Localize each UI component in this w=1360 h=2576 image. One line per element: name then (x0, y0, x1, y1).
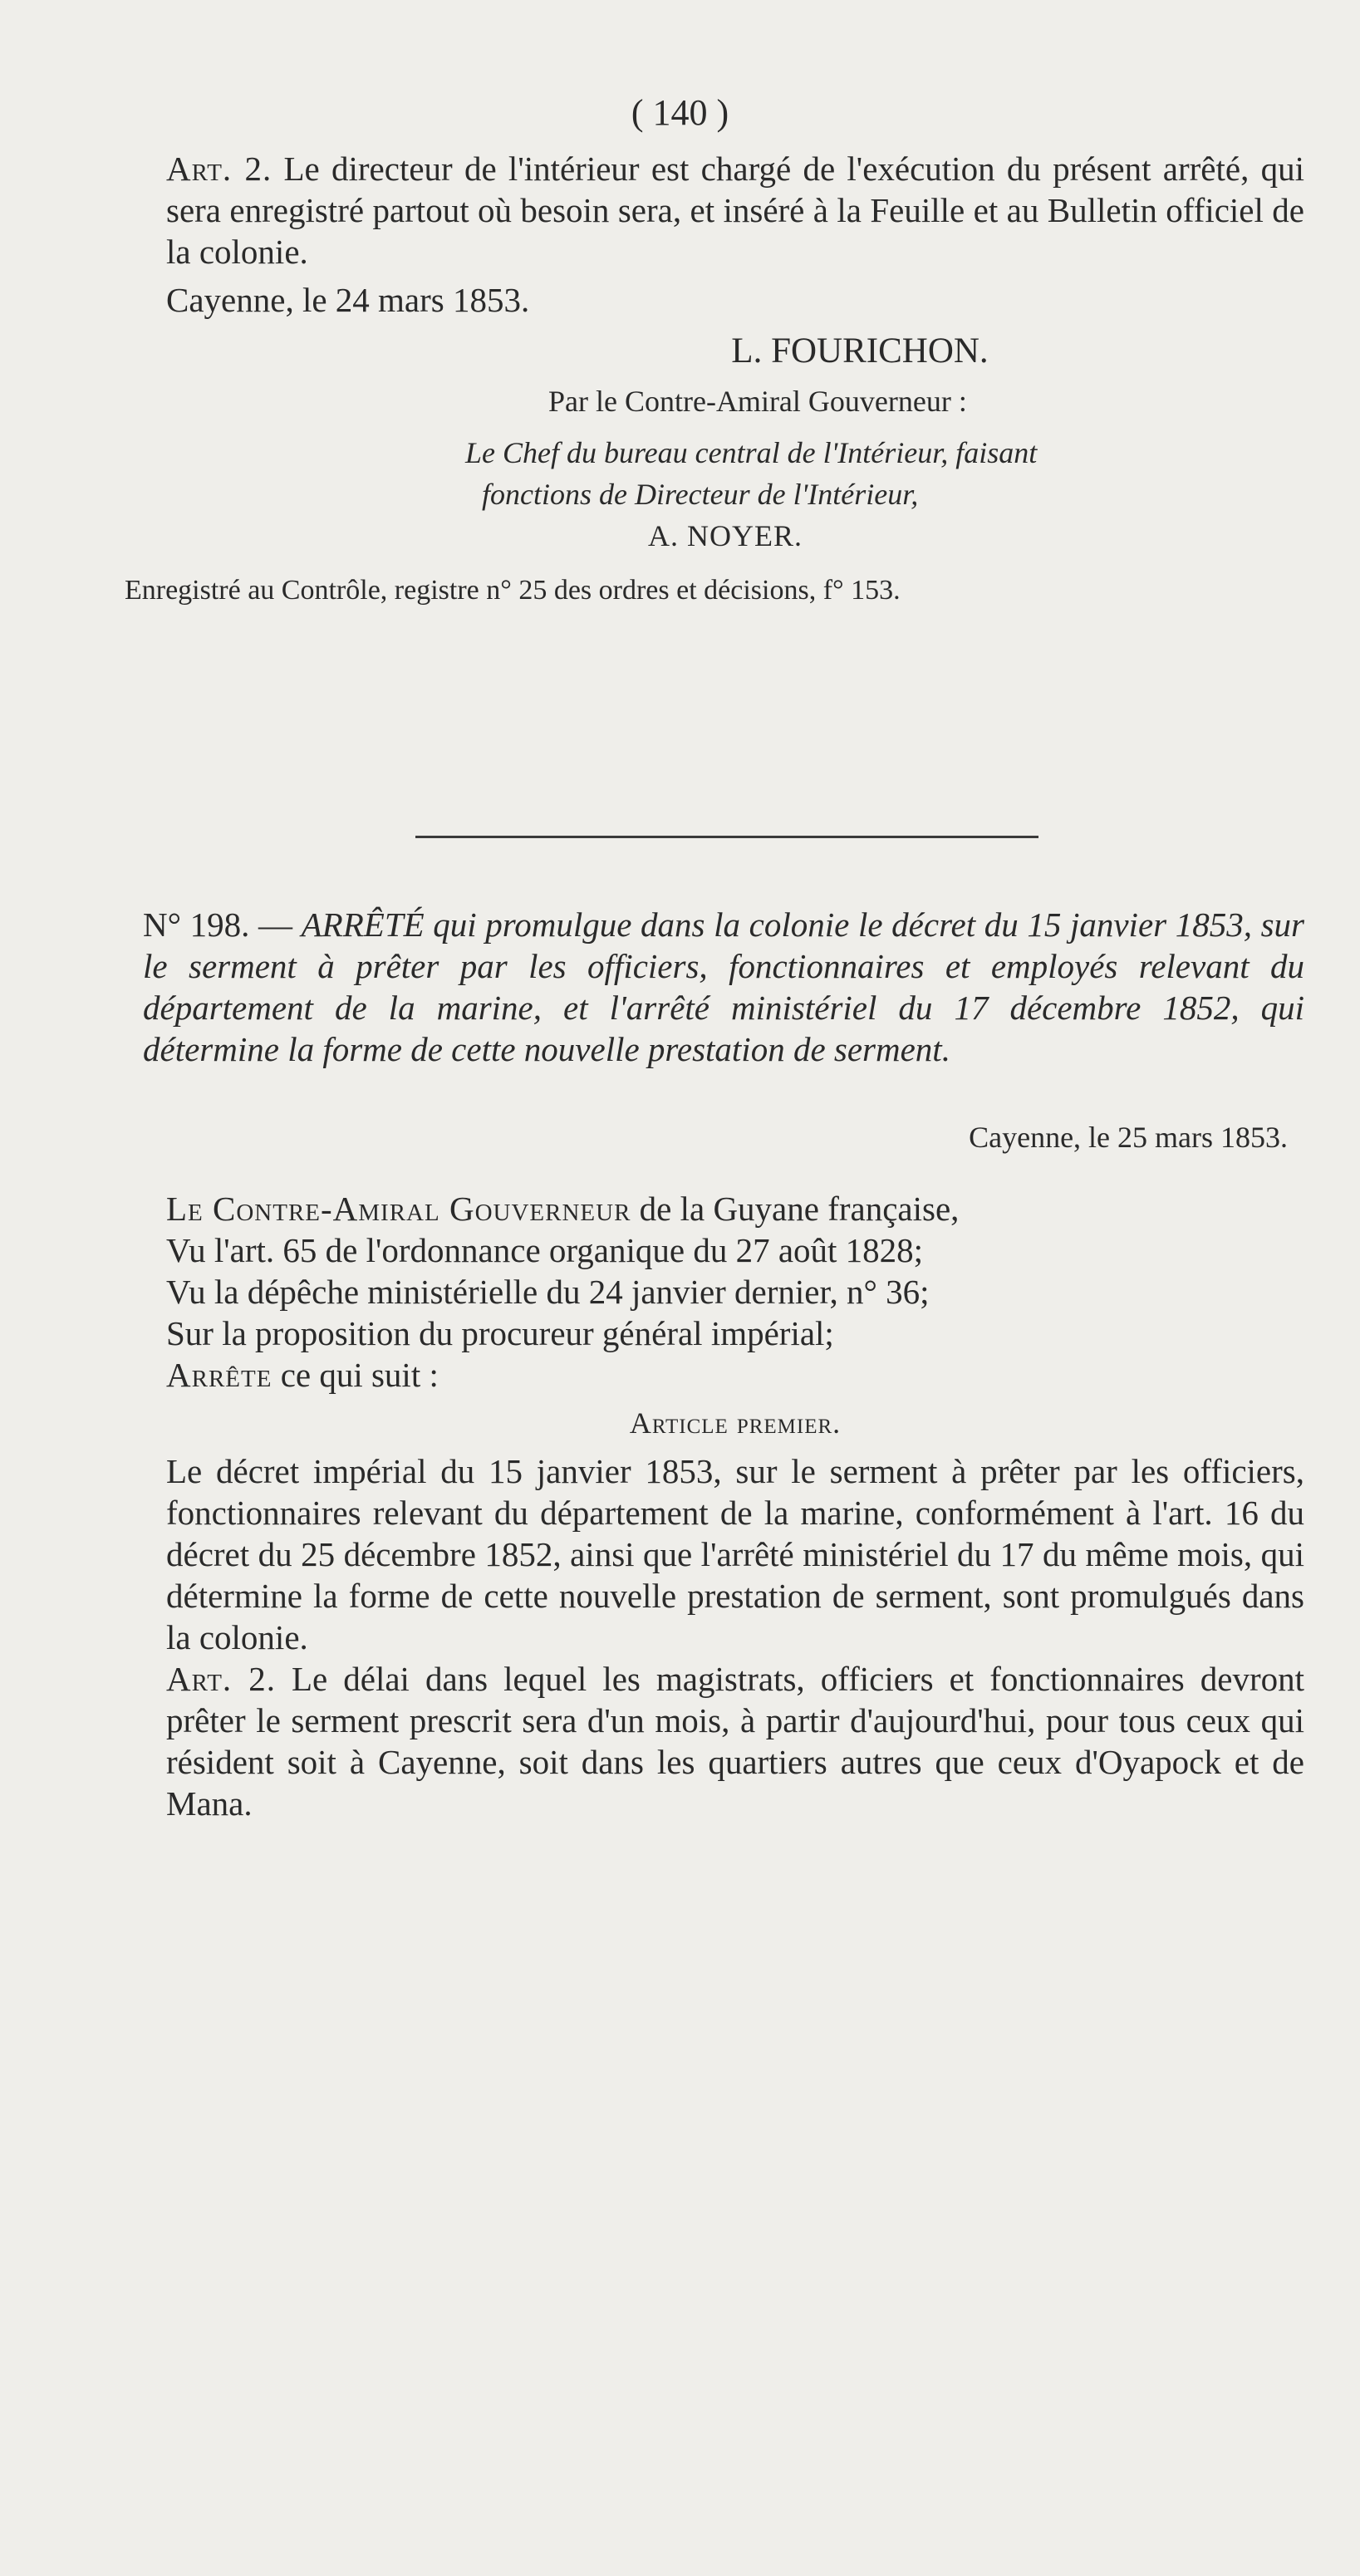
vu-1: Vu l'art. 65 de l'ordonnance organique du 27 août 1828; (166, 1231, 924, 1269)
preamble-subject: Le Contre-Amiral Gouverneur (166, 1190, 631, 1228)
arrete-rest: ce qui suit : (280, 1356, 439, 1394)
top-section (125, 148, 1304, 611)
top-date: Cayenne, le 24 mars 1853. (166, 281, 530, 319)
decree-number: N° 198. — (143, 905, 293, 944)
decree-heading (143, 904, 1304, 1070)
article2-label: Art. 2. (166, 1660, 276, 1698)
preamble (166, 1188, 1304, 1229)
art2-label: Art. 2. (166, 150, 272, 188)
article-heading: Article premier. (629, 1406, 842, 1440)
decree-title: ARRÊTÉ qui promulgue dans la colonie le décret du 15 janvier 1853, sur le serment à prêter par les officiers, fonctionnaires et employés relevant du département de la marine, et l'arrêté ministériel du 17 décembre 1852, qui détermine la forme de cette nouvelle prestation de serment. (143, 905, 1305, 1068)
chief-line-2: fonctions de Directeur de l'Intérieur, (482, 478, 919, 511)
arrete-label: Arrête (166, 1356, 272, 1394)
page-number: ( 140 ) (631, 92, 729, 133)
chief-line-1: Le Chef du bureau central de l'Intérieur, faisant (465, 436, 1038, 469)
art2-text: Le directeur de l'intérieur est chargé de l'exécution du présent arrêté, qui sera enregistré partout où besoin sera, et inséré à la Feuille et au Bulletin officiel de la colonie. (166, 150, 1304, 271)
article1-text: Le décret impérial du 15 janvier 1853, sur le serment à prêter par les officiers, fonctionnaires relevant du département de la marine, conformément à l'art. 16 du décret du 25 décembre 1852, ainsi que l'arrêté ministériel du 17 du même mois, qui détermine la forme de cette nouvelle prestation de serment, sont promulgués dans la colonie. (166, 1452, 1304, 1656)
article2-paragraph (166, 1658, 1304, 1824)
sur-proposition: Sur la proposition du procureur général impérial; (166, 1314, 834, 1352)
decree-section (143, 904, 1305, 1824)
arrete-line (166, 1354, 1304, 1396)
article2-text: Le délai dans lequel les magistrats, officiers et fonctionnaires devront prêter le serment prescrit sera d'un mois, à partir d'aujourd'hui, pour tous ceux qui résident soit à Cayenne, soit dans les quartiers autres que ceux d'Oyapock et de Mana. (166, 1660, 1304, 1823)
vu-2: Vu la dépêche ministérielle du 24 janvier dernier, n° 36; (166, 1273, 930, 1311)
registration: Enregistré au Contrôle, registre n° 25 des ordres et décisions, f° 153. (125, 575, 901, 606)
decree-date: Cayenne, le 25 mars 1853. (969, 1121, 1288, 1154)
art2-paragraph (166, 148, 1304, 272)
preamble-rest: de la Guyane française, (639, 1190, 960, 1228)
separator-rule (415, 836, 1038, 838)
signatory: L. FOURICHON. (731, 331, 989, 370)
by-line: Par le Contre-Amiral Gouverneur : (548, 385, 967, 418)
chief-name: A. NOYER. (648, 519, 803, 552)
